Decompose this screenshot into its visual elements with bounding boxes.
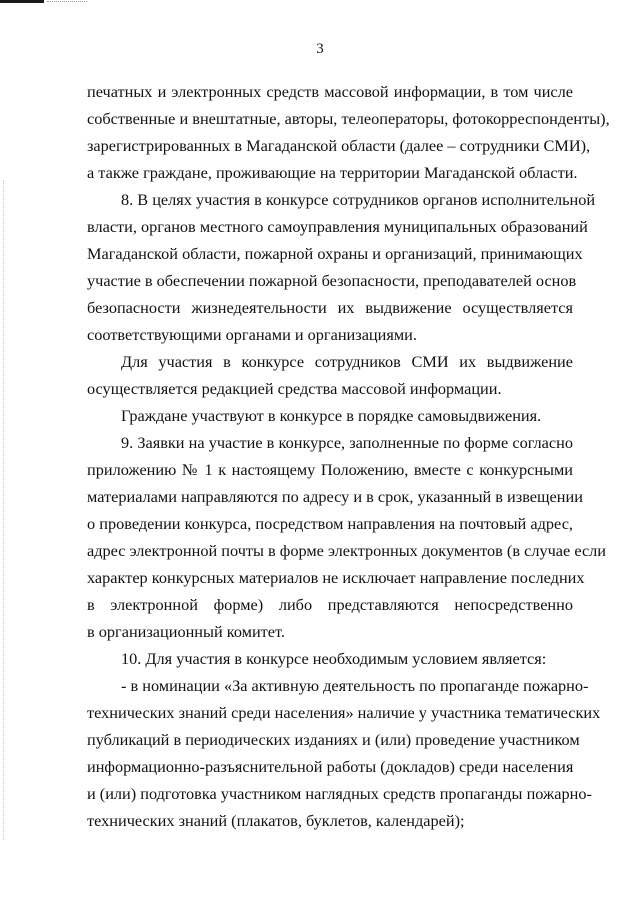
text-line: собственные и внештатные, авторы, телеоператоры, фотокорреспонденты), [87, 109, 610, 128]
text-line: о проведении конкурса, посредством направления на почтовый адрес, [87, 514, 573, 533]
text-line: печатных и электронных средств массовой информации, в том числе [87, 82, 573, 101]
text-line: а также граждане, проживающие на территории Магаданской области. [87, 163, 578, 182]
text-line: власти, органов местного самоуправления муниципальных образований [87, 217, 588, 236]
text-line: технических знаний среди населения» наличие у участника тематических [87, 703, 601, 722]
page-number: 3 [316, 41, 324, 57]
text-line: и (или) подготовка участником наглядных средств пропаганды пожарно- [87, 784, 592, 803]
scan-edge-marks [3, 180, 6, 840]
text-line: технических знаний (плакатов, буклетов, календарей); [87, 811, 465, 830]
text-line: соответствующими органами и организациями. [87, 325, 417, 344]
text-line: в организационный комитет. [87, 622, 285, 641]
text-line: зарегистрированных в Магаданской области (далее – сотрудники СМИ), [87, 136, 591, 155]
text-line: Магаданской области, пожарной охраны и организаций, принимающих [87, 244, 583, 263]
text-line: безопасности жизнедеятельности их выдвижение осуществляется [87, 298, 573, 317]
text-line: приложению № 1 к настоящему Положению, вместе с конкурсными [87, 460, 573, 479]
text-line: в электронной форме) либо представляются непосредственно [87, 595, 573, 614]
text-line: адрес электронной почты в форме электронных документов (в случае если [87, 541, 607, 560]
text-line: 10. Для участия в конкурсе необходимым условием является: [121, 649, 547, 668]
text-line: характер конкурсных материалов не исключает направление последних [87, 568, 585, 587]
text-line: - в номинации «За активную деятельность по пропаганде пожарно- [121, 676, 589, 695]
text-line: осуществляется редакцией средства массовой информации. [87, 379, 502, 398]
text-line: участие в обеспечении пожарной безопасности, преподавателей основ [87, 271, 577, 290]
text-line: 9. Заявки на участие в конкурсе, заполненные по форме согласно [121, 433, 573, 452]
text-line: Для участия в конкурсе сотрудников СМИ их выдвижение [121, 352, 573, 371]
text-line: 8. В целях участия в конкурсе сотрудников органов исполнительной [121, 190, 596, 209]
text-line: информационно-разъяснительной работы (докладов) среди населения [87, 757, 574, 776]
scan-top-dots [47, 1, 87, 3]
text-line: материалами направляются по адресу и в срок, указанный в извещении [87, 487, 583, 506]
text-line: Граждане участвуют в конкурсе в порядке самовыдвижения. [121, 406, 542, 425]
scan-top-rule [0, 0, 44, 3]
text-line: публикаций в периодических изданиях и (или) проведение участником [87, 730, 580, 749]
